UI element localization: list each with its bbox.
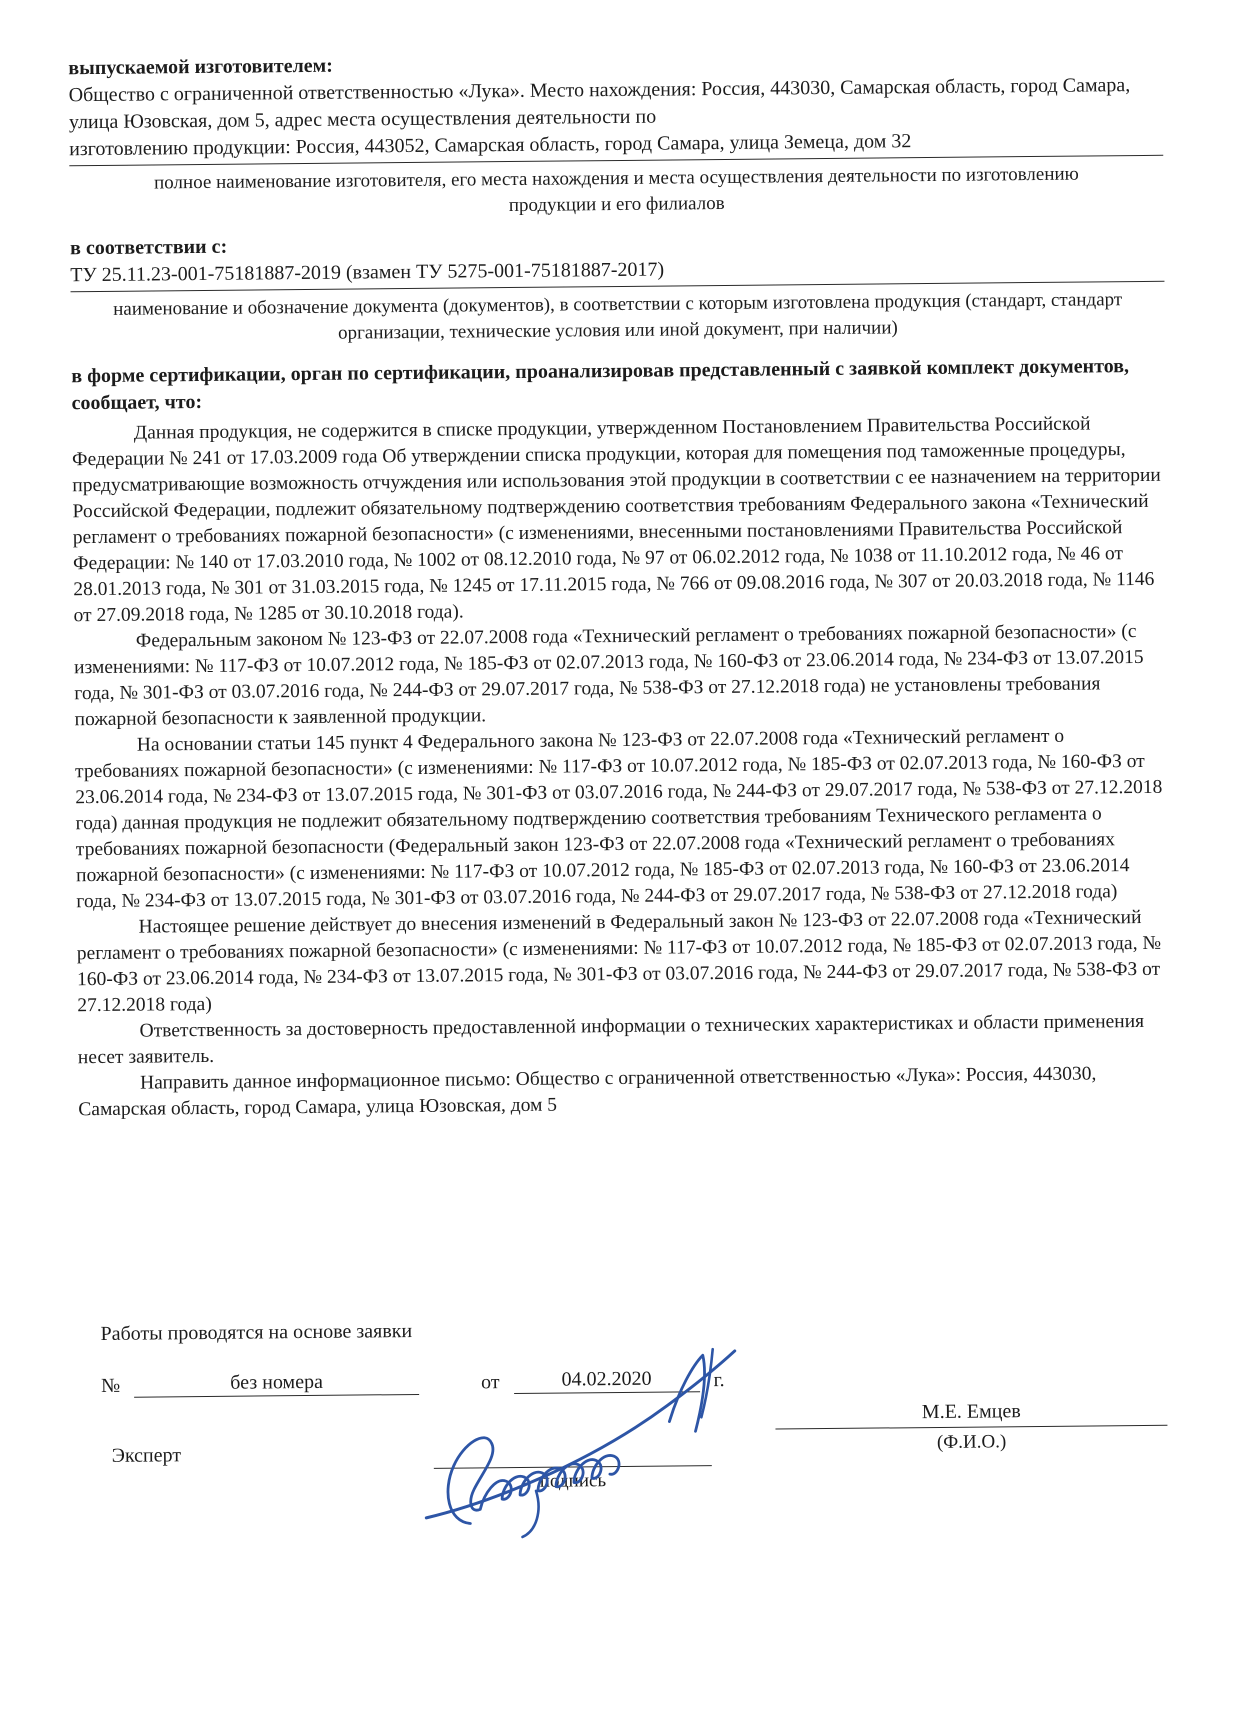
signature-line bbox=[434, 1465, 712, 1469]
manufacturer-statement bbox=[69, 72, 1164, 166]
from-label: от bbox=[480, 1371, 500, 1394]
expert-label: Эксперт bbox=[111, 1444, 182, 1467]
year-suffix: г. bbox=[713, 1369, 725, 1392]
manufacturer-heading: выпускаемой изготовителем: bbox=[68, 54, 333, 80]
body-paragraph: Настоящее решение действует до внесения изменений в Федеральный закон № 123-ФЗ от 22.07.2008 года «Технический регламент о требованиях пожарной безопасности» (с изменениями: № 117-ФЗ от 10.07.2012 года, № 185-ФЗ от 02.07.2013 года, № 160-ФЗ от 23.06.2014 года, № 234-ФЗ от 13.07.2015 года, № 301-ФЗ от 03.07.2016 года, № 244-ФЗ от 29.07.2017 года, № 538-ФЗ от 27.12.2018 года) bbox=[76, 906, 1162, 1017]
manufacturer-text: Общество с ограниченной ответственностью «Лука». Место нахождения: Россия, 443030, Самарская область, город Самара, улица Юзовская, дом 5, адрес места осуществления деятельности по bbox=[68, 74, 1131, 134]
signature-caption: подпись bbox=[539, 1470, 607, 1492]
date-field bbox=[513, 1367, 699, 1394]
number-label: № bbox=[100, 1374, 121, 1398]
accordance-caption: наименование и обозначение документа (документов), в соответствии с которым изготовлена продукция (стандарт, стандарт организации, технические условия или иной документ, при наличии) bbox=[113, 289, 1123, 344]
manufacturer-underlined-text: изготовлению продукции: Россия, 443052, Самарская область, город Самара, улица Земеца, дом 32 bbox=[69, 130, 912, 161]
body-paragraph: Данная продукция, не содержится в списке продукции, утвержденном Постановлением Правительства Российской Федерации № 241 от 17.03.2009 года Об утверждении списка продукции, которая для помещения под таможенные процедуры, предусматривающие возможность отчуждения или использования этой продукции в соответствии с ее назначением на территории Российской Федерации, подлежит обязательному подтверждению соответствия требованиям Федерального закона «Технический регламент о требованиях пожарной безопасности» (с изменениями, внесенными постановлениями Правительства Российской Федерации: № 140 от 17.03.2010 года, № 1002 от 08.12.2010 года, № 97 от 06.02.2012 года, № 1038 от 11.10.2012 года, № 46 от 28.01.2013 года, № 301 от 31.03.2015 года, № 1245 от 17.11.2015 года, № 766 от 09.08.2016 года, № 307 от 20.03.2018 года, № 1146 от 27.09.2018 года, № 1285 от 30.10.2018 года). bbox=[72, 413, 1161, 627]
number-value: без номера bbox=[230, 1370, 324, 1394]
body-paragraph: На основании статьи 145 пункт 4 Федерального закона № 123-ФЗ от 22.07.2008 года «Технический регламент о требованиях пожарной безопасности» (с изменениями: № 117-ФЗ от 10.07.2012 года, № 185-ФЗ от 02.07.2013 года, № 160-ФЗ от 23.06.2014 года, № 234-ФЗ от 13.07.2015 года, № 301-ФЗ от 03.07.2016 года, № 244-ФЗ от 29.07.2017 года, № 538-ФЗ от 27.12.2018 года) данная продукция не подлежит обязательному подтверждению соответствия требованиям Технического регламента о требованиях пожарной безопасности (Федеральный закон 123-ФЗ от 22.07.2008 года «Технический регламент о требованиях пожарной безопасности» (с изменениями: № 117-ФЗ от 10.07.2012 года, № 185-ФЗ от 02.07.2013 года, № 160-ФЗ от 23.06.2014 года, № 234-ФЗ от 13.07.2015 года, № 301-ФЗ от 03.07.2016 года, № 244-ФЗ от 29.07.2017 года, № 538-ФЗ от 27.12.2018 года) bbox=[75, 725, 1163, 913]
date-value: 04.02.2020 bbox=[561, 1367, 652, 1391]
accordance-heading: в соответствии с: bbox=[69, 235, 228, 260]
application-number-row bbox=[101, 1367, 725, 1398]
body-paragraph: Федеральным законом № 123-ФЗ от 22.07.2008 года «Технический регламент о требованиях пожарной безопасности» (с изменениями: № 117-ФЗ от 10.07.2012 года, № 185-ФЗ от 02.07.2013 года, № 160-ФЗ от 23.06.2014 года, № 234-ФЗ от 13.07.2015 года, № 301-ФЗ от 03.07.2016 года, № 244-ФЗ от 29.07.2017 года, № 538-ФЗ от 27.12.2018 года) не установлены требования пожарной безопасности к заявленной продукции. bbox=[74, 621, 1144, 731]
number-field bbox=[134, 1370, 419, 1398]
name-line bbox=[775, 1425, 1167, 1430]
signature-block bbox=[434, 1465, 712, 1494]
accordance-value: ТУ 25.11.23-001-75181887-2019 (взамен ТУ 5275-001-75181887-2017) bbox=[70, 258, 665, 287]
name-caption: (Ф.И.О.) bbox=[936, 1431, 1007, 1453]
expert-name-block bbox=[775, 1399, 1167, 1456]
body-paragraph: Ответственность за достоверность предоставленной информации о технических характеристиках и области применения несет заявитель. bbox=[77, 1010, 1145, 1069]
body-paragraph: Направить данное информационное письмо: Общество с ограниченной ответственностью «Лука»: Россия, 443030, Самарская область, город Самара, улица Юзовская, дом 5 bbox=[78, 1063, 1097, 1121]
expert-name: М.Е. Емцев bbox=[921, 1400, 1021, 1424]
works-note: Работы проводятся на основе заявки bbox=[100, 1320, 413, 1346]
application-footer bbox=[80, 1313, 1178, 1703]
statement-heading: в форме сертификации, орган по сертификации, проанализировав представленный с заявкой комплект документов, сообщает, что: bbox=[71, 355, 1130, 415]
manufacturer-caption: полное наименование изготовителя, его места нахождения и места осуществления деятельности по изготовлению продукции и его филиалов bbox=[153, 163, 1079, 217]
